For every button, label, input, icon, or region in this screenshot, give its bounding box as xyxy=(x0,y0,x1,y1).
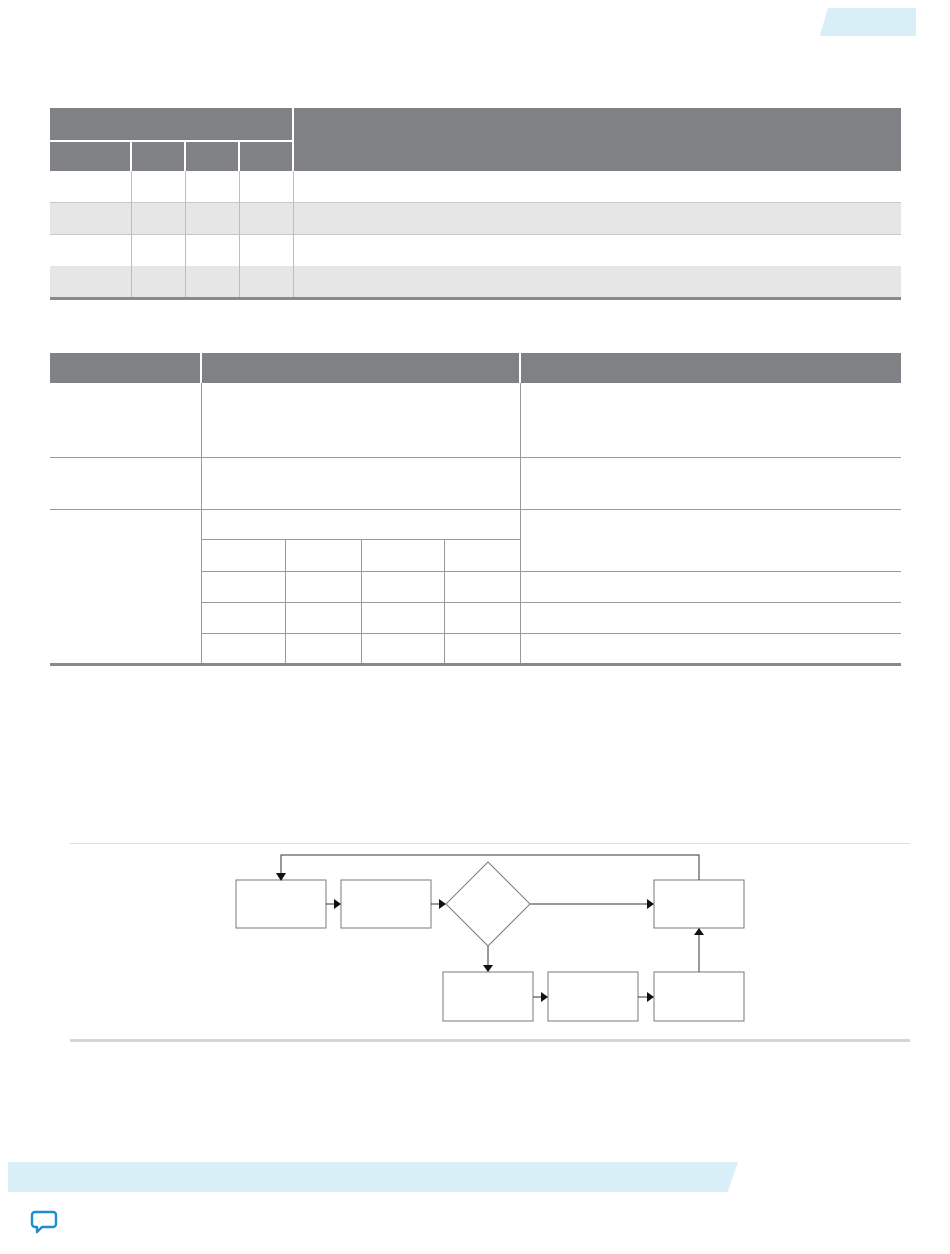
flow-node-decision xyxy=(446,862,530,946)
flowchart-canvas xyxy=(70,843,910,1039)
flow-edge-loop xyxy=(281,855,699,880)
table-header-description xyxy=(521,353,901,383)
table-subheader-3 xyxy=(186,142,238,171)
row-separator xyxy=(50,509,901,510)
flow-node-step3 xyxy=(654,880,744,928)
column-divider xyxy=(293,171,294,297)
arrowhead xyxy=(694,928,704,935)
table-subheader-1 xyxy=(50,142,130,171)
arrowhead xyxy=(439,899,446,909)
flow-node-step5 xyxy=(548,972,638,1021)
table-header-name xyxy=(50,353,200,383)
table-subheader-2 xyxy=(132,142,184,171)
row-separator xyxy=(202,539,520,540)
column-divider xyxy=(239,171,240,297)
column-divider xyxy=(185,171,186,297)
flow-node-step1 xyxy=(236,880,326,928)
arrowhead xyxy=(647,899,654,909)
table-header-value xyxy=(202,353,519,383)
header-tab xyxy=(820,8,916,36)
table-row xyxy=(50,171,901,203)
table-row xyxy=(50,266,901,298)
table-header-group xyxy=(50,108,292,140)
figure-bottom-rule xyxy=(70,1039,910,1042)
column-divider xyxy=(131,171,132,297)
column-divider xyxy=(520,383,521,664)
row-separator xyxy=(202,633,901,634)
flowchart xyxy=(70,843,910,1043)
table-row xyxy=(50,235,901,267)
column-divider xyxy=(201,383,202,664)
table-header-description xyxy=(294,108,901,171)
flow-node-step4 xyxy=(443,972,533,1021)
row-separator xyxy=(202,571,901,572)
footer-band xyxy=(8,1162,738,1192)
arrowhead xyxy=(541,992,548,1002)
arrowhead xyxy=(483,965,493,972)
row-separator xyxy=(50,457,901,458)
table-subheader-4 xyxy=(240,142,292,171)
parameter-table xyxy=(50,353,901,669)
speech-bubble-icon[interactable] xyxy=(30,1208,58,1236)
table-bottom-rule xyxy=(50,663,901,666)
flow-node-step2 xyxy=(341,880,431,928)
flow-node-step6 xyxy=(654,972,744,1021)
table-bottom-rule xyxy=(50,297,901,300)
register-table xyxy=(50,108,901,300)
table-row xyxy=(50,203,901,235)
arrowhead xyxy=(334,899,341,909)
row-separator xyxy=(202,602,901,603)
arrowhead xyxy=(647,992,654,1002)
